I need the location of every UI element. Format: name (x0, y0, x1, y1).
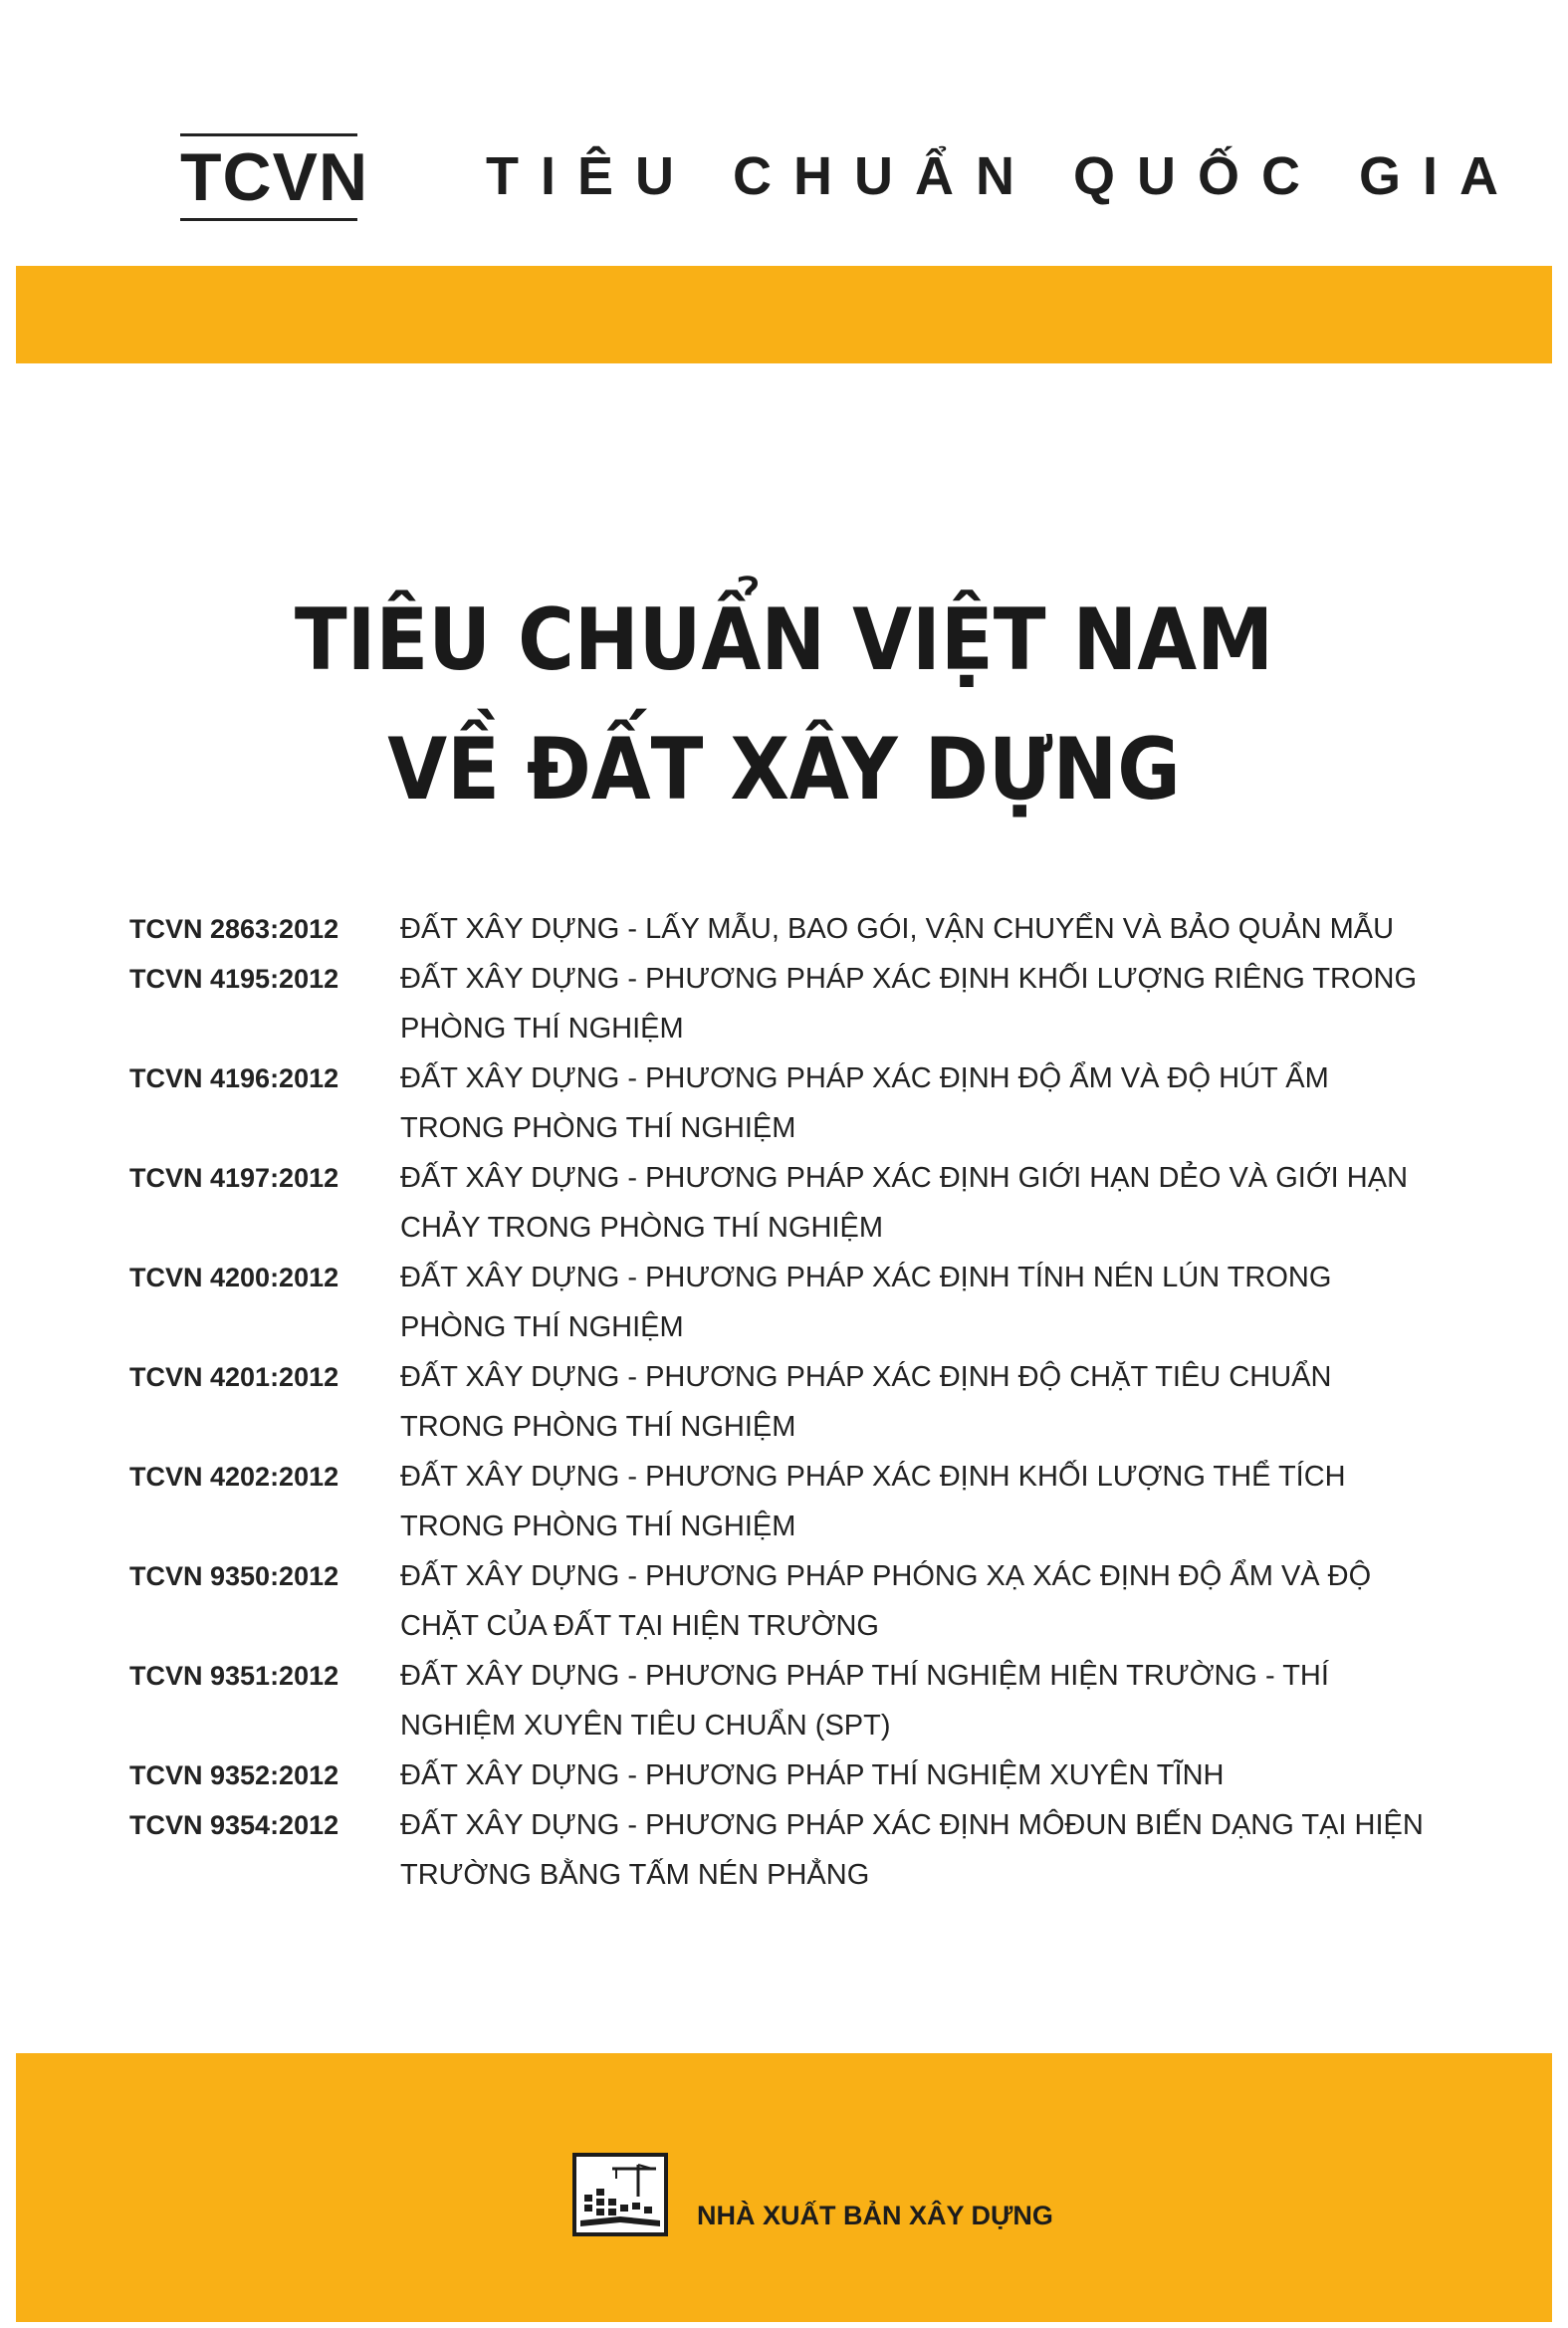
publisher-name: NHÀ XUẤT BẢN XÂY DỰNG (697, 2201, 1053, 2230)
standard-row (129, 1253, 1444, 1352)
standard-code: TCVN 4200:2012 (129, 1263, 339, 1292)
standard-row (129, 1452, 1444, 1551)
standard-code: TCVN 4196:2012 (129, 1063, 339, 1093)
standard-code: TCVN 4202:2012 (129, 1462, 339, 1492)
standard-description: ĐẤT XÂY DỰNG - PHƯƠNG PHÁP XÁC ĐỊNH KHỐI LƯỢNG THỂ TÍCH TRONG PHÒNG THÍ NGHIỆM (400, 1461, 1346, 1542)
bottom-color-band (16, 2053, 1552, 2322)
document-title (0, 576, 1568, 834)
standard-row (129, 954, 1444, 1053)
standard-description: ĐẤT XÂY DỰNG - PHƯƠNG PHÁP THÍ NGHIỆM XUYÊN TĨNH (400, 1759, 1225, 1791)
standard-code: TCVN 9351:2012 (129, 1661, 339, 1691)
standard-description: ĐẤT XÂY DỰNG - PHƯƠNG PHÁP XÁC ĐỊNH TÍNH NÉN LÚN TRONG PHÒNG THÍ NGHIỆM (400, 1262, 1332, 1343)
top-color-band (16, 266, 1552, 363)
standard-row (129, 1800, 1444, 1900)
standard-description: ĐẤT XÂY DỰNG - PHƯƠNG PHÁP THÍ NGHIỆM HIỆN TRƯỜNG - THÍ NGHIỆM XUYÊN TIÊU CHUẨN (SPT) (400, 1660, 1329, 1742)
standards-list (129, 904, 1444, 1900)
series-code: TCVN (180, 133, 357, 221)
standard-description: ĐẤT XÂY DỰNG - PHƯƠNG PHÁP XÁC ĐỊNH KHỐI LƯỢNG RIÊNG TRONG PHÒNG THÍ NGHIỆM (400, 963, 1418, 1045)
standard-description: ĐẤT XÂY DỰNG - PHƯƠNG PHÁP XÁC ĐỊNH ĐỘ CHẶT TIÊU CHUẨN TRONG PHÒNG THÍ NGHIỆM (400, 1361, 1332, 1443)
standard-row (129, 1651, 1444, 1750)
series-title: TIÊU CHUẨN QUỐC GIA (486, 146, 1520, 206)
standard-row (129, 1053, 1444, 1153)
standard-code: TCVN 4195:2012 (129, 964, 339, 994)
standard-code: TCVN 4197:2012 (129, 1163, 339, 1193)
standard-code: TCVN 9350:2012 (129, 1561, 339, 1591)
standard-row (129, 1153, 1444, 1253)
title-line-2: VỀ ĐẤT XÂY DỰNG (387, 720, 1181, 819)
standard-code: TCVN 2863:2012 (129, 914, 339, 944)
standard-row (129, 1551, 1444, 1651)
standard-code: TCVN 9354:2012 (129, 1810, 339, 1840)
standard-description: ĐẤT XÂY DỰNG - PHƯƠNG PHÁP XÁC ĐỊNH MÔĐUN BIẾN DẠNG TẠI HIỆN TRƯỜNG BẰNG TẤM NÉN PHẲNG (400, 1809, 1424, 1891)
standard-row (129, 1750, 1444, 1800)
standard-description: ĐẤT XÂY DỰNG - PHƯƠNG PHÁP XÁC ĐỊNH ĐỘ ẨM VÀ ĐỘ HÚT ẨM TRONG PHÒNG THÍ NGHIỆM (400, 1062, 1329, 1144)
standard-description: ĐẤT XÂY DỰNG - PHƯƠNG PHÁP XÁC ĐỊNH GIỚI HẠN DẺO VÀ GIỚI HẠN CHẢY TRONG PHÒNG THÍ NGHIỆM (400, 1162, 1409, 1244)
standard-description: ĐẤT XÂY DỰNG - PHƯƠNG PHÁP PHÓNG XẠ XÁC ĐỊNH ĐỘ ẨM VÀ ĐỘ CHẶT CỦA ĐẤT TẠI HIỆN TRƯỜNG (400, 1560, 1372, 1642)
building-crane-book-icon (572, 2153, 668, 2236)
standard-code: TCVN 4201:2012 (129, 1362, 339, 1392)
title-line-1: TIÊU CHUẨN VIỆT NAM (294, 590, 1274, 690)
standard-description: ĐẤT XÂY DỰNG - LẤY MẪU, BAO GÓI, VẬN CHUYỂN VÀ BẢO QUẢN MẪU (400, 913, 1395, 945)
standard-row (129, 1352, 1444, 1452)
standard-row (129, 904, 1444, 954)
standard-code: TCVN 9352:2012 (129, 1760, 339, 1790)
